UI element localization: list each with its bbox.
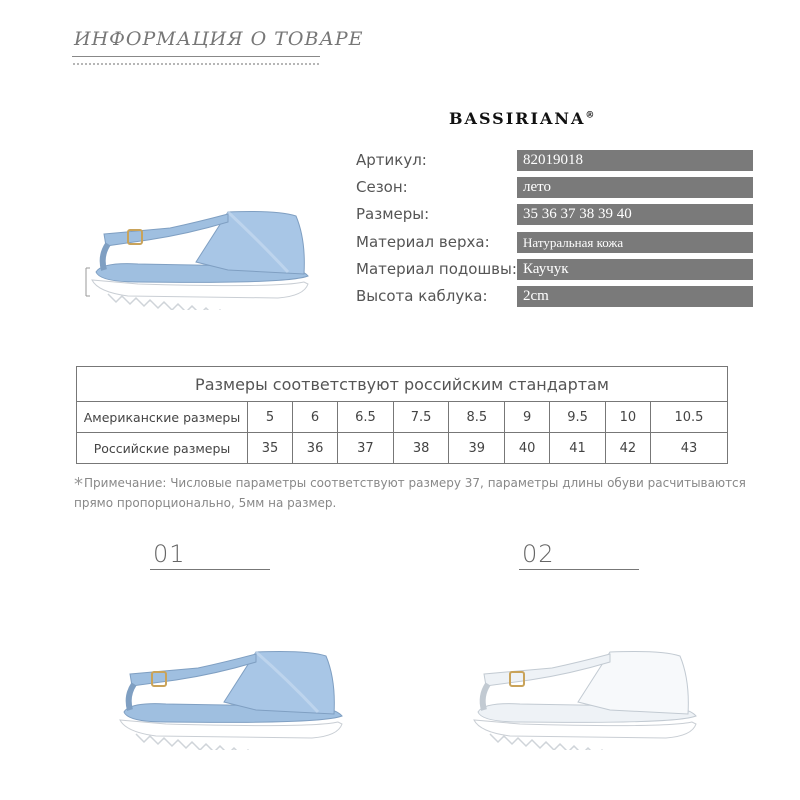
- sandal-main-image: [78, 200, 318, 310]
- variant-number-01: 01: [153, 540, 186, 568]
- spec-value-sizes: 35 36 37 38 39 40: [517, 204, 753, 225]
- spec-label: Материал подошвы:: [356, 260, 517, 278]
- brand-name: BASSIRIANA: [449, 109, 586, 128]
- spec-label: Размеры:: [356, 205, 430, 223]
- table-cell: 41: [550, 433, 606, 464]
- table-cell: 6.5: [338, 402, 394, 433]
- table-cell: 36: [293, 433, 338, 464]
- size-conversion-table: [76, 366, 728, 464]
- spec-label: Материал верха:: [356, 233, 490, 251]
- spec-value-article: 82019018: [517, 150, 753, 171]
- spec-label: Сезон:: [356, 178, 408, 196]
- table-row-ru-sizes: [77, 433, 728, 464]
- table-cell: 40: [505, 433, 550, 464]
- asterisk: *: [74, 474, 83, 495]
- page-title: ИНФОРМАЦИЯ О ТОВАРЕ: [74, 28, 364, 50]
- variant-number-02: 02: [522, 540, 555, 568]
- spec-label: Высота каблука:: [356, 287, 488, 305]
- variant-underline-01: [150, 569, 270, 570]
- title-underline: [72, 56, 320, 57]
- variant-underline-02: [519, 569, 639, 570]
- spec-value-sole-material: Каучук: [517, 259, 753, 280]
- table-row-us-sizes: [77, 402, 728, 433]
- spec-value-heel-height: 2cm: [517, 286, 753, 307]
- table-cell: 43: [650, 433, 727, 464]
- table-cell: 8.5: [449, 402, 505, 433]
- dotted-divider: [72, 61, 320, 67]
- table-cell: 42: [605, 433, 650, 464]
- brand-logo: [449, 109, 594, 128]
- registered-mark: ®: [585, 110, 595, 121]
- table-cell: 5: [248, 402, 293, 433]
- table-cell: 7.5: [393, 402, 449, 433]
- spec-label: Артикул:: [356, 151, 427, 169]
- row-label: Американские размеры: [77, 402, 248, 433]
- table-cell: 10.5: [650, 402, 727, 433]
- table-cell: 35: [248, 433, 293, 464]
- table-cell: 9.5: [550, 402, 606, 433]
- spec-value-season: лето: [517, 177, 753, 198]
- table-cell: 38: [393, 433, 449, 464]
- table-cell: 9: [505, 402, 550, 433]
- row-label: Российские размеры: [77, 433, 248, 464]
- table-cell: 39: [449, 433, 505, 464]
- size-note: [74, 474, 754, 513]
- table-cell: 6: [293, 402, 338, 433]
- table-caption: Размеры соответствуют российским стандартам: [77, 367, 728, 402]
- note-text: Примечание: Числовые параметры соответствуют размеру 37, параметры длины обуви расчитываются прямо пропорционально, 5мм на размер.: [74, 476, 746, 510]
- spec-value-upper-material: Натуральная кожа: [517, 232, 753, 253]
- sandal-variant-01-image: [112, 640, 352, 750]
- table-cell: 37: [338, 433, 394, 464]
- table-cell: 10: [605, 402, 650, 433]
- sandal-variant-02-image: [466, 640, 706, 750]
